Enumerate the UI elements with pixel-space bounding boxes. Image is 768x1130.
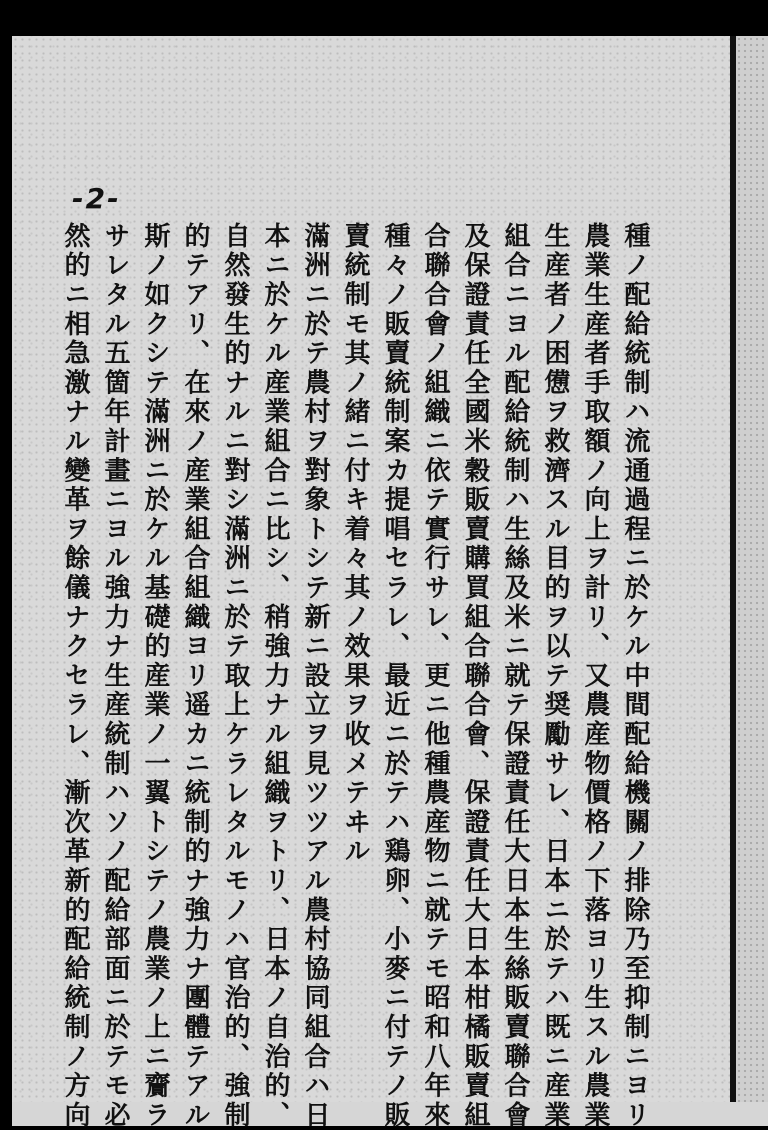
text-column-14: サレタル五箇年計畫ニヨル強力ナ生産統制ハソノ配給部面ニ於テモ必 [100, 222, 130, 1130]
text-column-9: 滿洲ニ於テ農村ヲ對象トシテ新ニ設立ヲ見ツツアル農村協同組合ハ日 [300, 222, 330, 1130]
text-column-8: 賣統制モ其ノ緒ニ付キ着々其ノ效果ヲ收メテヰル [340, 222, 370, 867]
text-column-13: 斯ノ如クシテ滿洲ニ於ケル基礎的産業ノ一翼トシテノ農業ノ上ニ齎ラ [140, 222, 170, 1130]
text-column-15: 然的ニ相急激ナル變革ヲ餘儀ナクセラレ、漸次革新的配給統制ノ方向 [60, 222, 90, 1130]
text-column-2: 農業生産者手取額ノ向上ヲ計リ、又農産物價格ノ下落ヨリ生スル農業 [580, 222, 610, 1130]
page-number: -2- [72, 182, 121, 215]
text-column-11: 自然發生的ナルニ對シ滿洲ニ於テ取上ケラレタルモノハ官治的、強制 [220, 222, 250, 1130]
text-column-4: 組合ニヨル配給統制ハ生絲及米ニ就テ保證責任大日本生絲販賣聯合會 [500, 222, 530, 1130]
text-column-6: 合聯合會ノ組織ニ依テ實行サレ、更ニ他種農産物ニ就テモ昭和八年來 [420, 222, 450, 1130]
text-column-12: 的テアリ、在來ノ産業組合組織ヨリ遥カニ統制的ナ強力ナ團體テアル [180, 222, 210, 1130]
text-column-3: 生産者ノ困憊ヲ救濟スル目的ヲ以テ奨勵サレ、日本ニ於テハ既ニ産業 [540, 222, 570, 1130]
text-column-5: 及保證責任全國米穀販賣購買組合聯合會、保證責任大日本柑橘販賣組 [460, 222, 490, 1130]
text-column-7: 種々ノ販賣統制案カ提唱セラレ、最近ニ於テハ鶏卵、小麥ニ付テノ販 [380, 222, 410, 1130]
text-column-10: 本ニ於ケル産業組合ニ比シ、稍強力ナル組織ヲトリ、日本ノ自治的、 [260, 222, 290, 1130]
text-column-1: 種ノ配給統制ハ流通過程ニ於ケル中間配給機關ノ排除乃至抑制ニヨリ [620, 222, 650, 1130]
